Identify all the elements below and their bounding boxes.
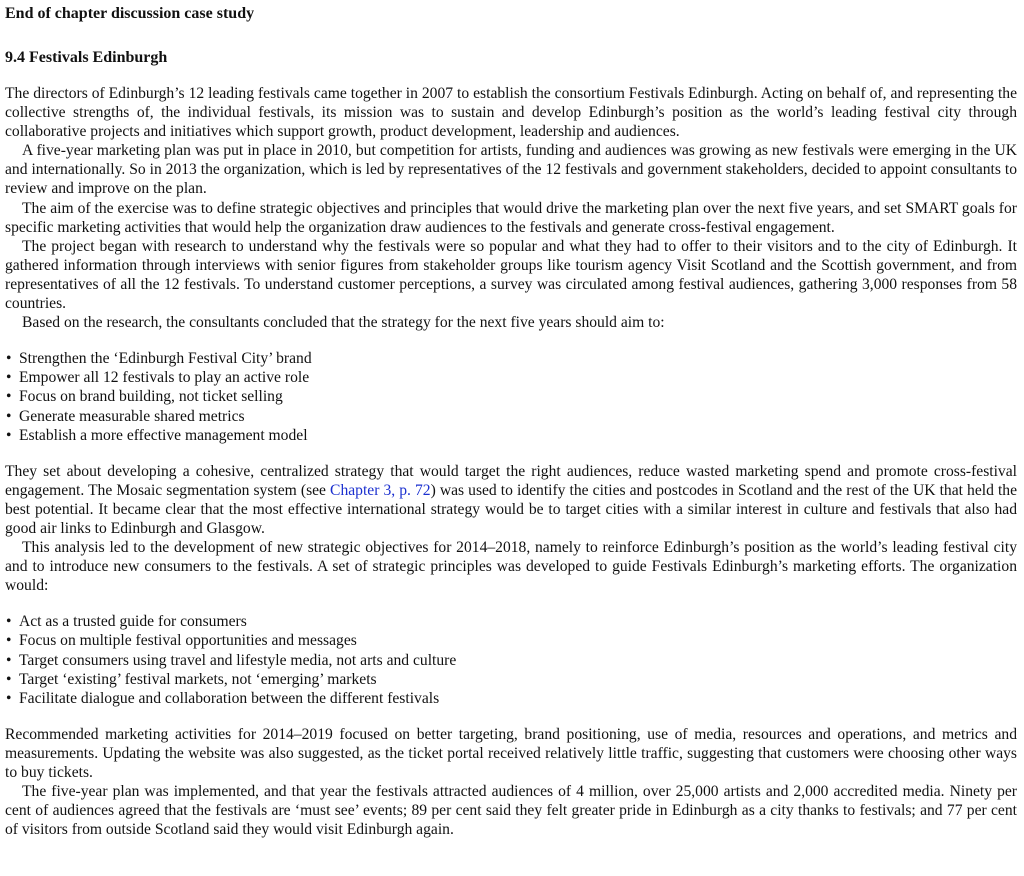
paragraph-6	[5, 462, 1017, 538]
paragraph-4: The project began with research to understand why the festivals were so popular and what they had to offer to their visitors and to the city of Edinburgh. It gathered information through interviews with senior figures from stakeholder groups like tourism agency Visit Scotland and the Scottish government, and from representatives of all the 12 festivals. To understand customer perceptions, a survey was circulated among festival audiences, gathering 3,000 responses from 58 countries.	[5, 237, 1017, 313]
paragraph-1: The directors of Edinburgh’s 12 leading festivals came together in 2007 to establish the consortium Festivals Edinburgh. Acting on behalf of, and representing the collective strengths of, the individual festivals, its mission was to sustain and develop Edinburgh’s position as the world’s leading festival city through collaborative projects and initiatives which support growth, product development, leadership and audiences.	[5, 85, 1017, 141]
paragraph-5: Based on the research, the consultants concluded that the strategy for the next five years should aim to:	[22, 314, 665, 332]
list-item: • Focus on brand building, not ticket selling	[5, 387, 1017, 406]
list-item: • Establish a more effective management model	[5, 426, 1017, 445]
intro-paragraphs	[5, 84, 1017, 332]
list-item: • Act as a trusted guide for consumers	[5, 612, 1017, 631]
middle-paragraphs	[5, 462, 1017, 596]
paragraph-9: The five-year plan was implemented, and that year the festivals attracted audiences of 4 million, over 25,000 artists and 2,000 accredited media. Ninety per cent of audiences agreed that the festivals are ‘must see’ events; 89 per cent said they felt greater pride in Edinburgh as a city thanks to festivals; and 77 per cent of visitors from outside Scotland said they would visit Edinburgh again.	[5, 783, 1017, 839]
strategy-aims-list	[5, 349, 1017, 444]
list-item: • Focus on multiple festival opportunities and messages	[5, 631, 1017, 650]
strategic-principles-list	[5, 612, 1017, 707]
paragraph-6-text-a: They set about developing a cohesive, centralized strategy that would target the right audiences, reduce wasted marketing spend and promote cross-festival engagement. The Mosaic segmentation system (see	[5, 462, 1017, 499]
paragraph-2: A five-year marketing plan was put in place in 2010, but competition for artists, funding and audiences was growing as new festivals were emerging in the UK and internationally. So in 2013 the organization, which is led by representatives of the 12 festivals and government stakeholders, decided to appoint consultants to review and improve on the plan.	[5, 142, 1017, 198]
list-item: • Empower all 12 festivals to play an active role	[5, 368, 1017, 387]
chapter-cross-reference-link[interactable]: Chapter 3, p. 72	[330, 481, 431, 499]
list-item: • Target ‘existing’ festival markets, not ‘emerging’ markets	[5, 670, 1017, 689]
list-item: • Target consumers using travel and lifestyle media, not arts and culture	[5, 651, 1017, 670]
list-item: • Facilitate dialogue and collaboration between the different festivals	[5, 689, 1017, 708]
closing-paragraphs	[5, 725, 1017, 840]
case-study-label: End of chapter discussion case study	[5, 5, 255, 22]
paragraph-3: The aim of the exercise was to define strategic objectives and principles that would drive the marketing plan over the next five years, and set SMART goals for specific marketing activities that would help the organization draw audiences to the festivals and generate cross-festival engagement.	[5, 199, 1017, 236]
paragraph-7: This analysis led to the development of new strategic objectives for 2014–2018, namely to reinforce Edinburgh’s position as the world’s leading festival city and to introduce new consumers to the festivals. A set of strategic principles was developed to guide Festivals Edinburgh’s marketing efforts. The organization would:	[5, 539, 1017, 595]
section-title: 9.4 Festivals Edinburgh	[5, 49, 168, 66]
paragraph-8: Recommended marketing activities for 2014–2019 focused on better targeting, brand positioning, use of media, resources and operations, and metrics and measurements. Updating the website was also suggested, as the ticket portal received relatively little traffic, suggesting that customers were choosing other ways to buy tickets.	[5, 725, 1017, 781]
paragraph-6-text-b: ) was used to identify the cities and postcodes in Scotland and the rest of the UK that held the best potential. It became clear that the most effective international strategy would be to target cities with a similar interest in culture and festivals that also had good air links to Edinburgh and Glasgow.	[5, 481, 1018, 537]
list-item: • Generate measurable shared metrics	[5, 407, 1017, 426]
list-item: • Strengthen the ‘Edinburgh Festival City’ brand	[5, 349, 1017, 368]
